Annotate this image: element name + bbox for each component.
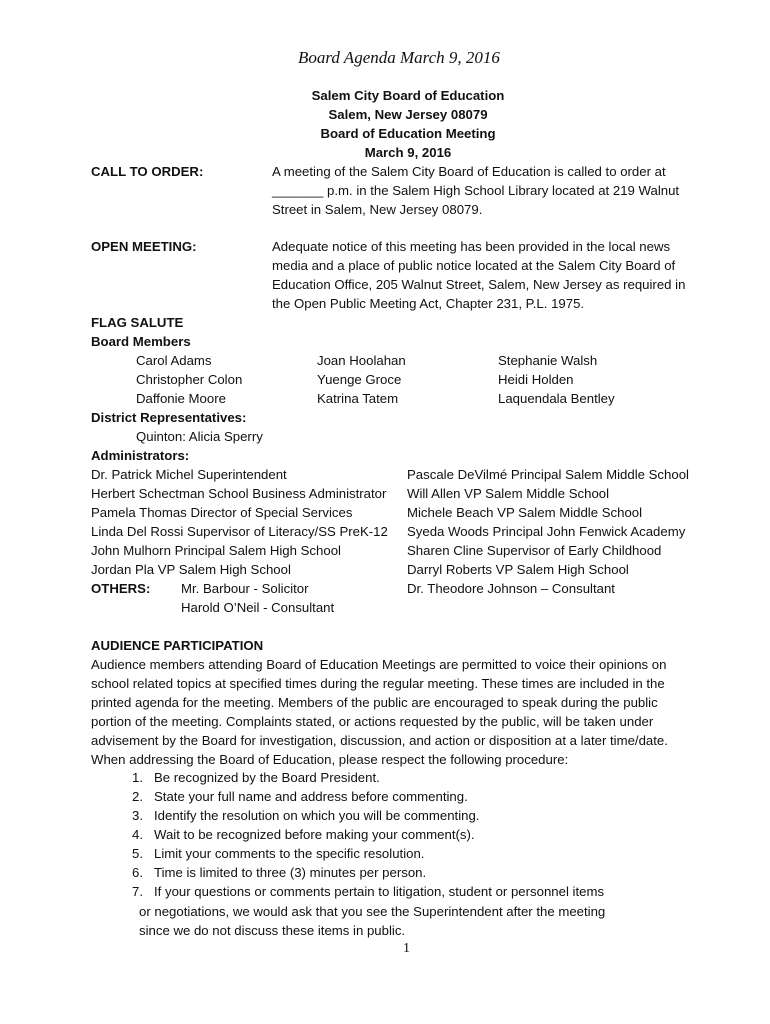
call-to-order-line: _______ p.m. in the Salem High School Library located at 219 Walnut [272, 183, 680, 198]
procedure-item: 2. State your full name and address before commenting. [132, 789, 468, 804]
board-member: Heidi Holden [498, 372, 574, 387]
administrator: John Mulhorn Principal Salem High School [91, 543, 341, 558]
procedure-item: 1. Be recognized by the Board President. [132, 770, 380, 785]
board-member: Stephanie Walsh [498, 353, 598, 368]
audience-paragraph-line: When addressing the Board of Education, please respect the following procedure: [91, 752, 569, 767]
masthead-date: March 9, 2016 [364, 145, 452, 160]
open-meeting-line: media and a place of public notice located at the Salem City Board of [272, 258, 676, 273]
call-to-order-line: Street in Salem, New Jersey 08079. [272, 202, 483, 217]
administrator: Jordan Pla VP Salem High School [91, 562, 291, 577]
board-member: Yuenge Groce [317, 372, 402, 387]
open-meeting-line: Education Office, 205 Walnut Street, Salem, New Jersey as required in [272, 277, 686, 292]
procedure-item: 5. Limit your comments to the specific resolution. [132, 846, 425, 861]
procedure-item: 6. Time is limited to three (3) minutes per person. [132, 865, 427, 880]
procedure-item: 3. Identify the resolution on which you will be commenting. [132, 808, 480, 823]
open-meeting-line: the Open Public Meeting Act, Chapter 231, P.L. 1975. [272, 296, 585, 311]
board-member: Christopher Colon [136, 372, 243, 387]
administrator: Linda Del Rossi Supervisor of Literacy/SS PreK-12 [91, 524, 388, 539]
masthead-org: Salem City Board of Education [311, 88, 505, 103]
procedure-item: 4. Wait to be recognized before making your comment(s). [132, 827, 475, 842]
board-member: Laquendala Bentley [498, 391, 615, 406]
audience-paragraph-line: printed agenda for the meeting. Members of the public are encouraged to speak during the public [91, 695, 658, 710]
call-to-order-line: A meeting of the Salem City Board of Education is called to order at [272, 164, 666, 179]
procedure-item: 7. If your questions or comments pertain to litigation, student or personnel items [132, 884, 605, 899]
administrator: Dr. Theodore Johnson – Consultant [407, 581, 615, 596]
board-member: Katrina Tatem [317, 391, 399, 406]
audience-paragraph-line: school related topics at specified times during the regular meeting. These times are included in the [91, 676, 665, 691]
administrator: Dr. Patrick Michel Superintendent [91, 467, 287, 482]
call-to-order-label: CALL TO ORDER: [91, 164, 204, 179]
open-meeting-line: Adequate notice of this meeting has been provided in the local news [272, 239, 671, 254]
administrator: Pascale DeVilmé Principal Salem Middle School [407, 467, 689, 482]
other-person: Harold O’Neil - Consultant [181, 600, 335, 615]
administrator: Will Allen VP Salem Middle School [407, 486, 610, 501]
masthead-meeting: Board of Education Meeting [320, 126, 496, 141]
procedure-continuation: since we do not discuss these items in public. [139, 923, 406, 938]
running-title: Board Agenda March 9, 2016 [298, 48, 500, 67]
audience-paragraph-line: advisement by the Board for investigation, discussion, and action or disposition at a later time/date. [91, 733, 668, 748]
others-label: OTHERS: [91, 581, 151, 596]
administrator: Sharen Cline Supervisor of Early Childhood [407, 543, 662, 558]
audience-paragraph-line: portion of the meeting. Complaints stated, or actions requested by the public, will be taken under [91, 714, 654, 729]
open-meeting-label: OPEN MEETING: [91, 239, 197, 254]
administrator: Pamela Thomas Director of Special Services [91, 505, 353, 520]
board-member: Joan Hoolahan [317, 353, 406, 368]
board-member: Daffonie Moore [136, 391, 226, 406]
administrators-heading: Administrators: [91, 448, 190, 463]
administrator: Darryl Roberts VP Salem High School [407, 562, 629, 577]
flag-salute-heading: FLAG SALUTE [91, 315, 184, 330]
district-rep-entry: Quinton: Alicia Sperry [136, 429, 263, 444]
board-members-heading: Board Members [91, 334, 191, 349]
administrator: Michele Beach VP Salem Middle School [407, 505, 643, 520]
audience-heading: AUDIENCE PARTICIPATION [91, 638, 264, 653]
administrator: Syeda Woods Principal John Fenwick Academy [407, 524, 686, 539]
district-reps-heading: District Representatives: [91, 410, 247, 425]
procedure-continuation: or negotiations, we would ask that you see the Superintendent after the meeting [139, 904, 606, 919]
procedure-list [132, 768, 604, 901]
audience-paragraph-line: Audience members attending Board of Education Meetings are permitted to voice their opinions on [91, 657, 667, 672]
page-number: 1 [403, 941, 410, 956]
board-member: Carol Adams [136, 353, 212, 368]
administrator: Herbert Schectman School Business Administrator [91, 486, 387, 501]
masthead-location: Salem, New Jersey 08079 [328, 107, 488, 122]
other-person: Mr. Barbour - Solicitor [181, 581, 309, 596]
